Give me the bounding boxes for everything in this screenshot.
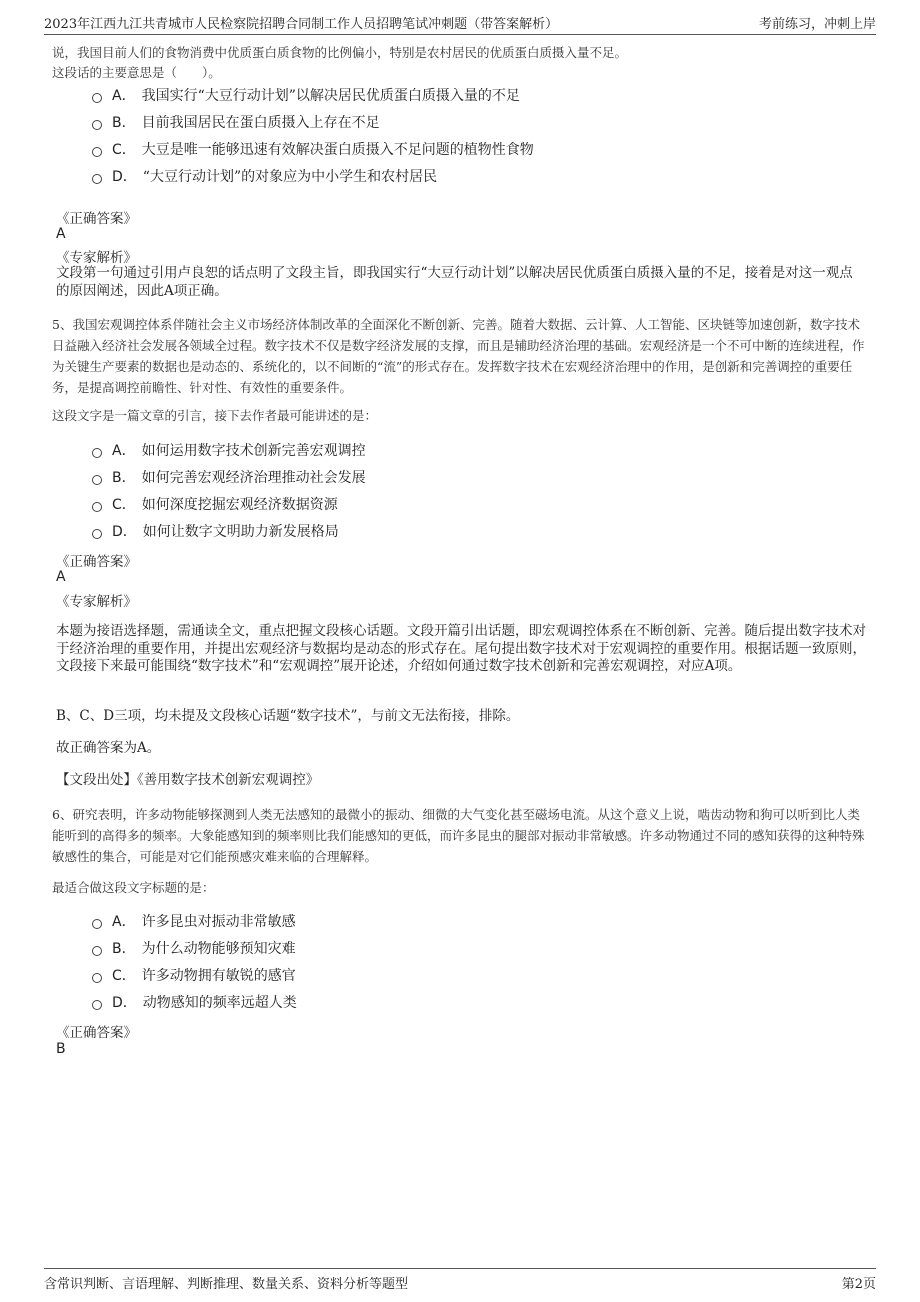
document-title: 2023年江西九江共青城市人民检察院招聘合同制工作人员招聘笔试冲刺题（带答案解析） <box>44 17 559 32</box>
q6-option-d[interactable]: D． 动物感知的频率远超人类 <box>92 991 297 1013</box>
q6-passage: 6、研究表明，许多动物能够探测到人类无法感知的最微小的振动、细微的大气变化甚至磁场电流。从这个意义上说，啮齿动物和狗可以听到比人类能听到的高得多的频率。大象能感知到的频率则比我们能感知的更低，而许多昆虫的腿部对振动非常敏感。许多动物通过不同的感知获得的这种特殊敏感性的集合，可能是对它们能预感灾难来临的合理解释。 <box>52 807 865 864</box>
q4-prompt: 这段话的主要意思是（ ）。 <box>52 65 221 80</box>
footer-topics: 含常识判断、言语理解、判断推理、数量关系、资料分析等题型 <box>44 1277 409 1292</box>
q4-analysis: 文段第一句通过引用卢良恕的话点明了文段主旨，即我国实行“大豆行动计划”以解决居民优质蛋白质摄入量的不足，接着是对这一观点的原因阐述，因此A项正确。 <box>56 265 853 299</box>
q4-option-c[interactable]: C． 大豆是唯一能够迅速有效解决蛋白质摄入不足问题的植物性食物 <box>92 138 534 160</box>
q5-analysis-paragraph-2: B、C、D三项，均未提及文段核心话题“数字技术”，与前文无法衔接，排除。 <box>56 708 520 724</box>
q5-prompt: 这段文字是一篇文章的引言，接下去作者最可能讲述的是： <box>52 408 378 423</box>
q5-analysis-label: 《专家解析》 <box>56 594 137 610</box>
radio-icon[interactable] <box>92 529 102 539</box>
radio-icon[interactable] <box>92 919 102 929</box>
radio-icon[interactable] <box>92 946 102 956</box>
q5-option-a[interactable]: A． 如何运用数字技术创新完善宏观调控 <box>92 439 366 461</box>
q4-passage-tail: 说，我国目前人们的食物消费中优质蛋白质食物的比例偏小，特别是农村居民的优质蛋白质摄入量不足。 <box>52 45 628 60</box>
radio-icon[interactable] <box>92 973 102 983</box>
radio-icon[interactable] <box>92 502 102 512</box>
page-header <box>44 10 876 35</box>
q5-option-c[interactable]: C． 如何深度挖掘宏观经济数据资源 <box>92 493 338 515</box>
radio-icon[interactable] <box>92 475 102 485</box>
radio-icon[interactable] <box>92 93 102 103</box>
q6-option-b[interactable]: B． 为什么动物能够预知灾难 <box>92 937 296 959</box>
q4-option-d[interactable]: D． “大豆行动计划”的对象应为中小学生和农村居民 <box>92 165 437 187</box>
q6-option-c[interactable]: C． 许多动物拥有敏锐的感官 <box>92 964 296 986</box>
q5-source: 【文段出处】《善用数字技术创新宏观调控》 <box>56 772 320 788</box>
q5-option-b[interactable]: B． 如何完善宏观经济治理推动社会发展 <box>92 466 366 488</box>
q4-option-b[interactable]: B． 目前我国居民在蛋白质摄入上存在不足 <box>92 111 380 133</box>
radio-icon[interactable] <box>92 174 102 184</box>
q6-option-a[interactable]: A． 许多昆虫对振动非常敏感 <box>92 910 296 932</box>
q6-answer: B <box>56 1041 66 1057</box>
radio-icon[interactable] <box>92 120 102 130</box>
q4-option-a[interactable]: A． 我国实行“大豆行动计划”以解决居民优质蛋白质摄入量的不足 <box>92 84 520 106</box>
q5-answer: A <box>56 569 66 585</box>
radio-icon[interactable] <box>92 147 102 157</box>
q5-option-d[interactable]: D． 如何让数字文明助力新发展格局 <box>92 520 339 542</box>
q4-analysis-label: 《专家解析》 <box>56 250 137 266</box>
q5-passage: 5、我国宏观调控体系伴随社会主义市场经济体制改革的全面深化不断创新、完善。随着大数据、云计算、人工智能、区块链等加速创新，数字技术日益融入经济社会发展各领域全过程。数字技术不仅是数字经济发展的支撑，而且是辅助经济治理的基础。宏观经济是一个不可中断的连续进程，作为关键生产要素的数据也是动态的、系统化的，以不间断的“流”的形式存在。发挥数字技术在宏观经济治理中的作用，是创新和完善调控的重要任务，是提高调控前瞻性、针对性、有效性的重要条件。 <box>52 317 865 395</box>
header-slogan: 考前练习，冲刺上岸 <box>758 17 876 32</box>
q4-answer-label: 《正确答案》 <box>56 211 137 227</box>
page-number: 第2页 <box>841 1277 876 1292</box>
q5-analysis-paragraph-1: 本题为接语选择题，需通读全文，重点把握文段核心话题。文段开篇引出话题，即宏观调控体系在不断创新、完善。随后提出数字技术对于经济治理的重要作用，并提出宏观经济与数据均是动态的形式存在。尾句提出数字技术对于宏观调控的重要作用。根据话题一致原则，文段接下来最可能围绕“数字技术”和“宏观调控”展开论述，介绍如何通过数字技术创新和完善宏观调控，对应A项。 <box>56 623 866 674</box>
radio-icon[interactable] <box>92 448 102 458</box>
q5-answer-label: 《正确答案》 <box>56 554 137 570</box>
radio-icon[interactable] <box>92 1000 102 1010</box>
q6-prompt: 最适合做这段文字标题的是： <box>52 880 215 895</box>
q4-answer: A <box>56 226 66 242</box>
page-footer <box>44 1268 876 1293</box>
q5-analysis-paragraph-3: 故正确答案为A。 <box>56 740 161 756</box>
q6-answer-label: 《正确答案》 <box>56 1025 137 1041</box>
